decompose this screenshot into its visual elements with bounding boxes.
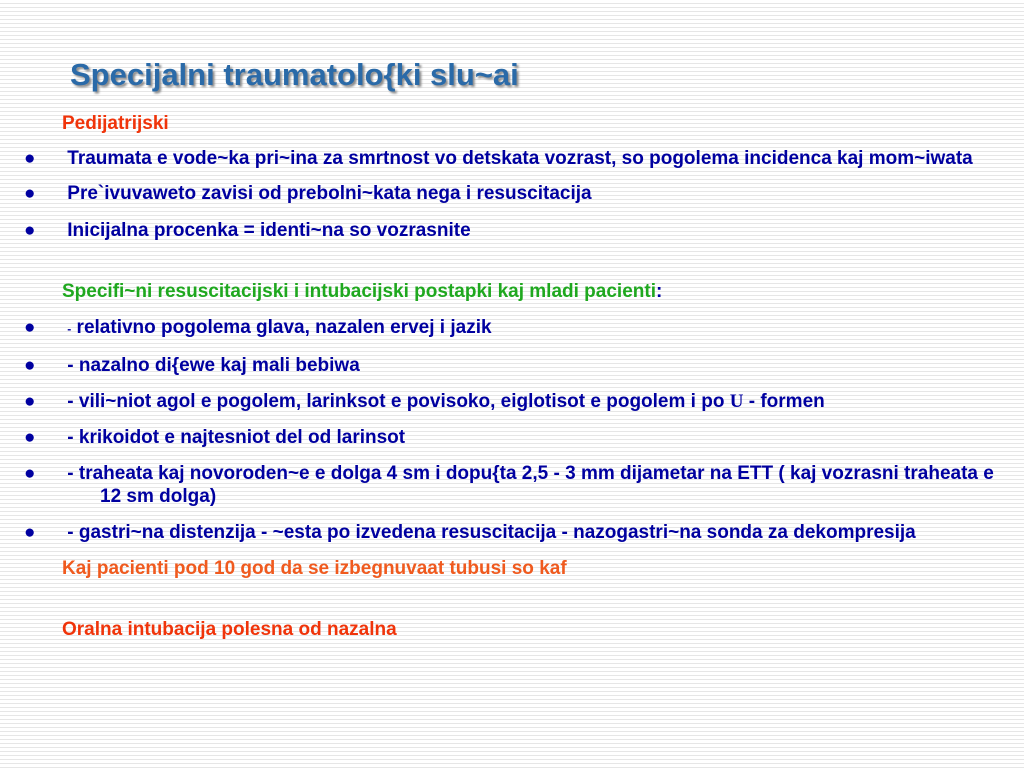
bullet-item: ● - traheata kaj novoroden~e e dolga 4 sm i dopu{ta 2,5 - 3 mm dijametar na ETT ( kaj vozrasni traheata e 12 sm dolga) [24, 463, 994, 507]
bullet-item: ● - gastri~na distenzija - ~esta po izvedena resuscitacija - nazogastri~na sonda za dekompresija [24, 522, 916, 543]
bullet-item: ● - nazalno di{ewe kaj mali bebiwa [24, 355, 360, 376]
bullet-item: ● - vili~niot agol e pogolem, larinksot e povisoko, eiglotisot e pogolem i po U - formen [24, 391, 825, 412]
bullet-dash: - [67, 322, 72, 336]
bullet-text: - nazalno di{ewe kaj mali bebiwa [67, 355, 360, 376]
bullet-text: - vili~niot agol e pogolem, larinksot e povisoko, eiglotisot e pogolem i po [67, 391, 730, 412]
bullet-text: Traumata e vode~ka pri~ina za smrtnost vo detskata vozrast, so pogolema incidenca kaj mom~iwata [67, 148, 973, 169]
bullet-text: - gastri~na distenzija - ~esta po izvedena resuscitacija - nazogastri~na sonda za dekompresija [67, 522, 916, 543]
bullet-item: ● Inicijalna procenka = identi~na so vozrasnite [24, 220, 471, 241]
section-heading-text: Specifi~ni resuscitacijski i intubacijski postapki kaj mladi pacienti [62, 281, 656, 302]
note-oral-intubation: Oralna intubacija polesna od nazalna [62, 619, 397, 640]
bullet-item: ● Pre`ivuvaweto zavisi od prebolni~kata nega i resuscitacija [24, 183, 592, 204]
bullet-text: Pre`ivuvaweto zavisi od prebolni~kata nega i resuscitacija [67, 183, 592, 204]
section-heading-pediatric: Pedijatrijski [62, 113, 169, 134]
bullet-item: ● - relativno pogolema glava, nazalen ervej i jazik [24, 317, 492, 338]
bullet-text: - traheata kaj novoroden~e e dolga 4 sm i dopu{ta 2,5 - 3 mm dijametar na ETT ( kaj vozrasni traheata e 12 sm dolga) [67, 463, 994, 507]
heading-colon: : [655, 281, 663, 302]
slide-title: Specijalni traumatolo{ki slu~ai [70, 57, 519, 92]
bullet-text: - krikoidot e najtesniot del od larinsot [67, 427, 406, 448]
bullet-text: Inicijalna procenka = identi~na so vozrasnite [67, 220, 471, 241]
bullet-u-letter: U [729, 391, 744, 412]
bullet-text: relativno pogolema glava, nazalen ervej i jazik [71, 317, 492, 338]
slide-content [24, 112, 1002, 641]
bullet-item: ● Traumata e vode~ka pri~ina za smrtnost vo detskata vozrast, so pogolema incidenca kaj mom~iwata [24, 148, 973, 169]
bullet-item: ● - krikoidot e najtesniot del od larinsot [24, 427, 406, 448]
bullet-text-end: - formen [743, 391, 825, 412]
section-heading-resuscitation [62, 280, 1002, 303]
note-cuffed-tubes: Kaj pacienti pod 10 god da se izbegnuvaat tubusi so kaf [62, 558, 567, 579]
